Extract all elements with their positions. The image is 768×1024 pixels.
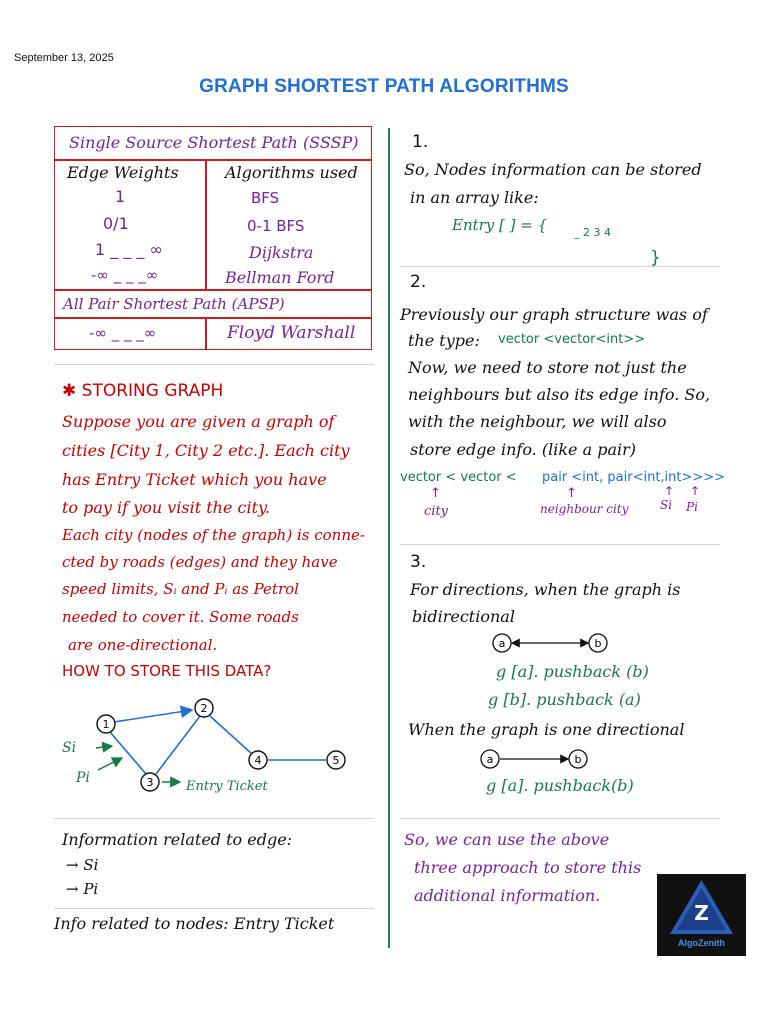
storing-line: are one-directional. <box>68 636 218 654</box>
pi-label: Pi <box>76 770 90 786</box>
row-algo: Dijkstra <box>249 243 314 262</box>
one-direction-diagram <box>476 746 596 772</box>
node-label: b <box>574 753 582 766</box>
row-weight: 1 <box>115 187 126 206</box>
entry-ticket-label: Entry Ticket <box>186 779 268 794</box>
label-pi: Pi <box>686 500 698 514</box>
bi-code-line: g [b]. pushback (a) <box>488 690 641 709</box>
node-label: 3 <box>146 776 154 789</box>
label-si: Si <box>660 498 673 512</box>
storing-line: needed to cover it. Some roads <box>62 608 299 626</box>
algozenith-logo <box>657 874 746 956</box>
point-2-line: Now, we need to store not just the <box>408 358 687 377</box>
storing-question: HOW TO STORE THIS DATA? <box>62 662 272 680</box>
entry-array-code: Entry [ ] = { <box>452 216 548 234</box>
arrow-up-icon: ↑ <box>690 484 701 498</box>
point-1-line: in an array like: <box>410 188 539 207</box>
point-2-line: with the neighbour, we will also <box>408 412 667 431</box>
apsp-algo: Floyd Warshall <box>227 323 356 343</box>
si-arrow <box>96 746 112 748</box>
edge-info-item: → Pi <box>66 880 99 898</box>
row-algo: 0-1 BFS <box>247 217 305 235</box>
entry-array-values: _ 2 3 4 <box>574 226 611 239</box>
node-label: 2 <box>200 702 208 715</box>
point-3-line: For directions, when the graph is <box>410 580 681 599</box>
col-edge-weights: Edge Weights <box>67 163 179 182</box>
edge-info-heading: Information related to edge: <box>62 830 293 849</box>
apsp-heading: All Pair Shortest Path (APSP) <box>63 295 285 313</box>
node-label: a <box>498 637 506 650</box>
conclusion-line: three approach to store this <box>414 858 642 877</box>
row-weight: 1 _ _ _ ∞ <box>95 240 163 259</box>
arrow-up-icon: ↑ <box>566 486 577 501</box>
point-2-number: 2. <box>410 272 427 292</box>
logo-mark-icon <box>657 874 746 938</box>
arrow-up-icon: ↑ <box>430 486 441 501</box>
col-algorithms: Algorithms used <box>225 163 358 182</box>
node-label: 4 <box>254 754 262 767</box>
edge-1-3 <box>110 732 146 774</box>
node-label: 1 <box>102 718 110 731</box>
storing-line: Suppose you are given a graph of <box>62 412 335 431</box>
storing-line: cted by roads (edges) and they have <box>62 553 338 571</box>
nodes-info: Info related to nodes: Entry Ticket <box>54 914 335 933</box>
pair-code: pair <int, pair<int,int>>>> <box>542 470 726 485</box>
conclusion-line: additional information. <box>414 886 601 905</box>
conclusion-line: So, we can use the above <box>404 830 610 849</box>
edge-2-4 <box>210 716 252 754</box>
pi-arrow <box>98 758 122 770</box>
node-label: a <box>486 753 494 766</box>
storing-line: has Entry Ticket which you have <box>62 470 327 489</box>
vector-type-code: vector <vector<int>> <box>498 332 646 347</box>
row-algo: BFS <box>251 189 280 207</box>
bidirectional-diagram <box>488 630 618 656</box>
node-label: 5 <box>332 754 340 767</box>
sssp-heading: Single Source Shortest Path (SSSP) <box>69 133 359 152</box>
node-label: b <box>594 637 602 650</box>
column-divider <box>388 128 390 948</box>
storing-line: speed limits, Sᵢ and Pᵢ as Petrol <box>62 580 299 598</box>
row-algo: Bellman Ford <box>225 268 335 287</box>
page-date: September 13, 2025 <box>14 52 114 64</box>
edge-3-2 <box>156 716 200 774</box>
point-3-line: bidirectional <box>412 607 515 626</box>
arrow-up-icon: ↑ <box>664 484 675 498</box>
edge-1-2 <box>114 710 192 722</box>
graph-diagram <box>40 690 380 810</box>
logo-letter: Z <box>694 901 709 925</box>
point-2-line: store edge info. (like a pair) <box>410 440 636 459</box>
sssp-table <box>54 126 372 350</box>
storing-heading: ✱ STORING GRAPH <box>62 381 224 401</box>
entry-array-close: } <box>650 248 661 268</box>
storing-line: to pay if you visit the city. <box>62 498 271 517</box>
edge-info-item: → Si <box>66 856 99 874</box>
si-label: Si <box>62 740 77 756</box>
point-2-line: Previously our graph structure was of <box>400 305 708 324</box>
point-3-number: 3. <box>410 552 427 572</box>
label-neighbour-city: neighbour city <box>540 502 629 516</box>
point-2-line: the type: <box>408 331 480 350</box>
row-weight: 0/1 <box>103 214 129 233</box>
apsp-weight: -∞ _ _ _∞ <box>89 324 157 342</box>
point-1-line: So, Nodes information can be stored <box>404 160 702 179</box>
point-2-line: neighbours but also its edge info. So, <box>408 385 711 404</box>
bi-code-line: g [a]. pushback (b) <box>496 662 649 681</box>
one-direction-code: g [a]. pushback(b) <box>486 776 634 795</box>
page-title: GRAPH SHORTEST PATH ALGORITHMS <box>199 76 569 97</box>
label-city: city <box>424 504 449 519</box>
logo-name: AlgoZenith <box>678 938 725 948</box>
storing-line: cities [City 1, City 2 etc.]. Each city <box>62 441 350 460</box>
point-1-number: 1. <box>412 132 429 152</box>
one-direction-text: When the graph is one directional <box>408 720 685 739</box>
vector-code: vector < vector < <box>400 470 517 485</box>
row-weight: -∞ _ _ _∞ <box>91 266 159 284</box>
storing-line: Each city (nodes of the graph) is conne- <box>62 526 365 544</box>
